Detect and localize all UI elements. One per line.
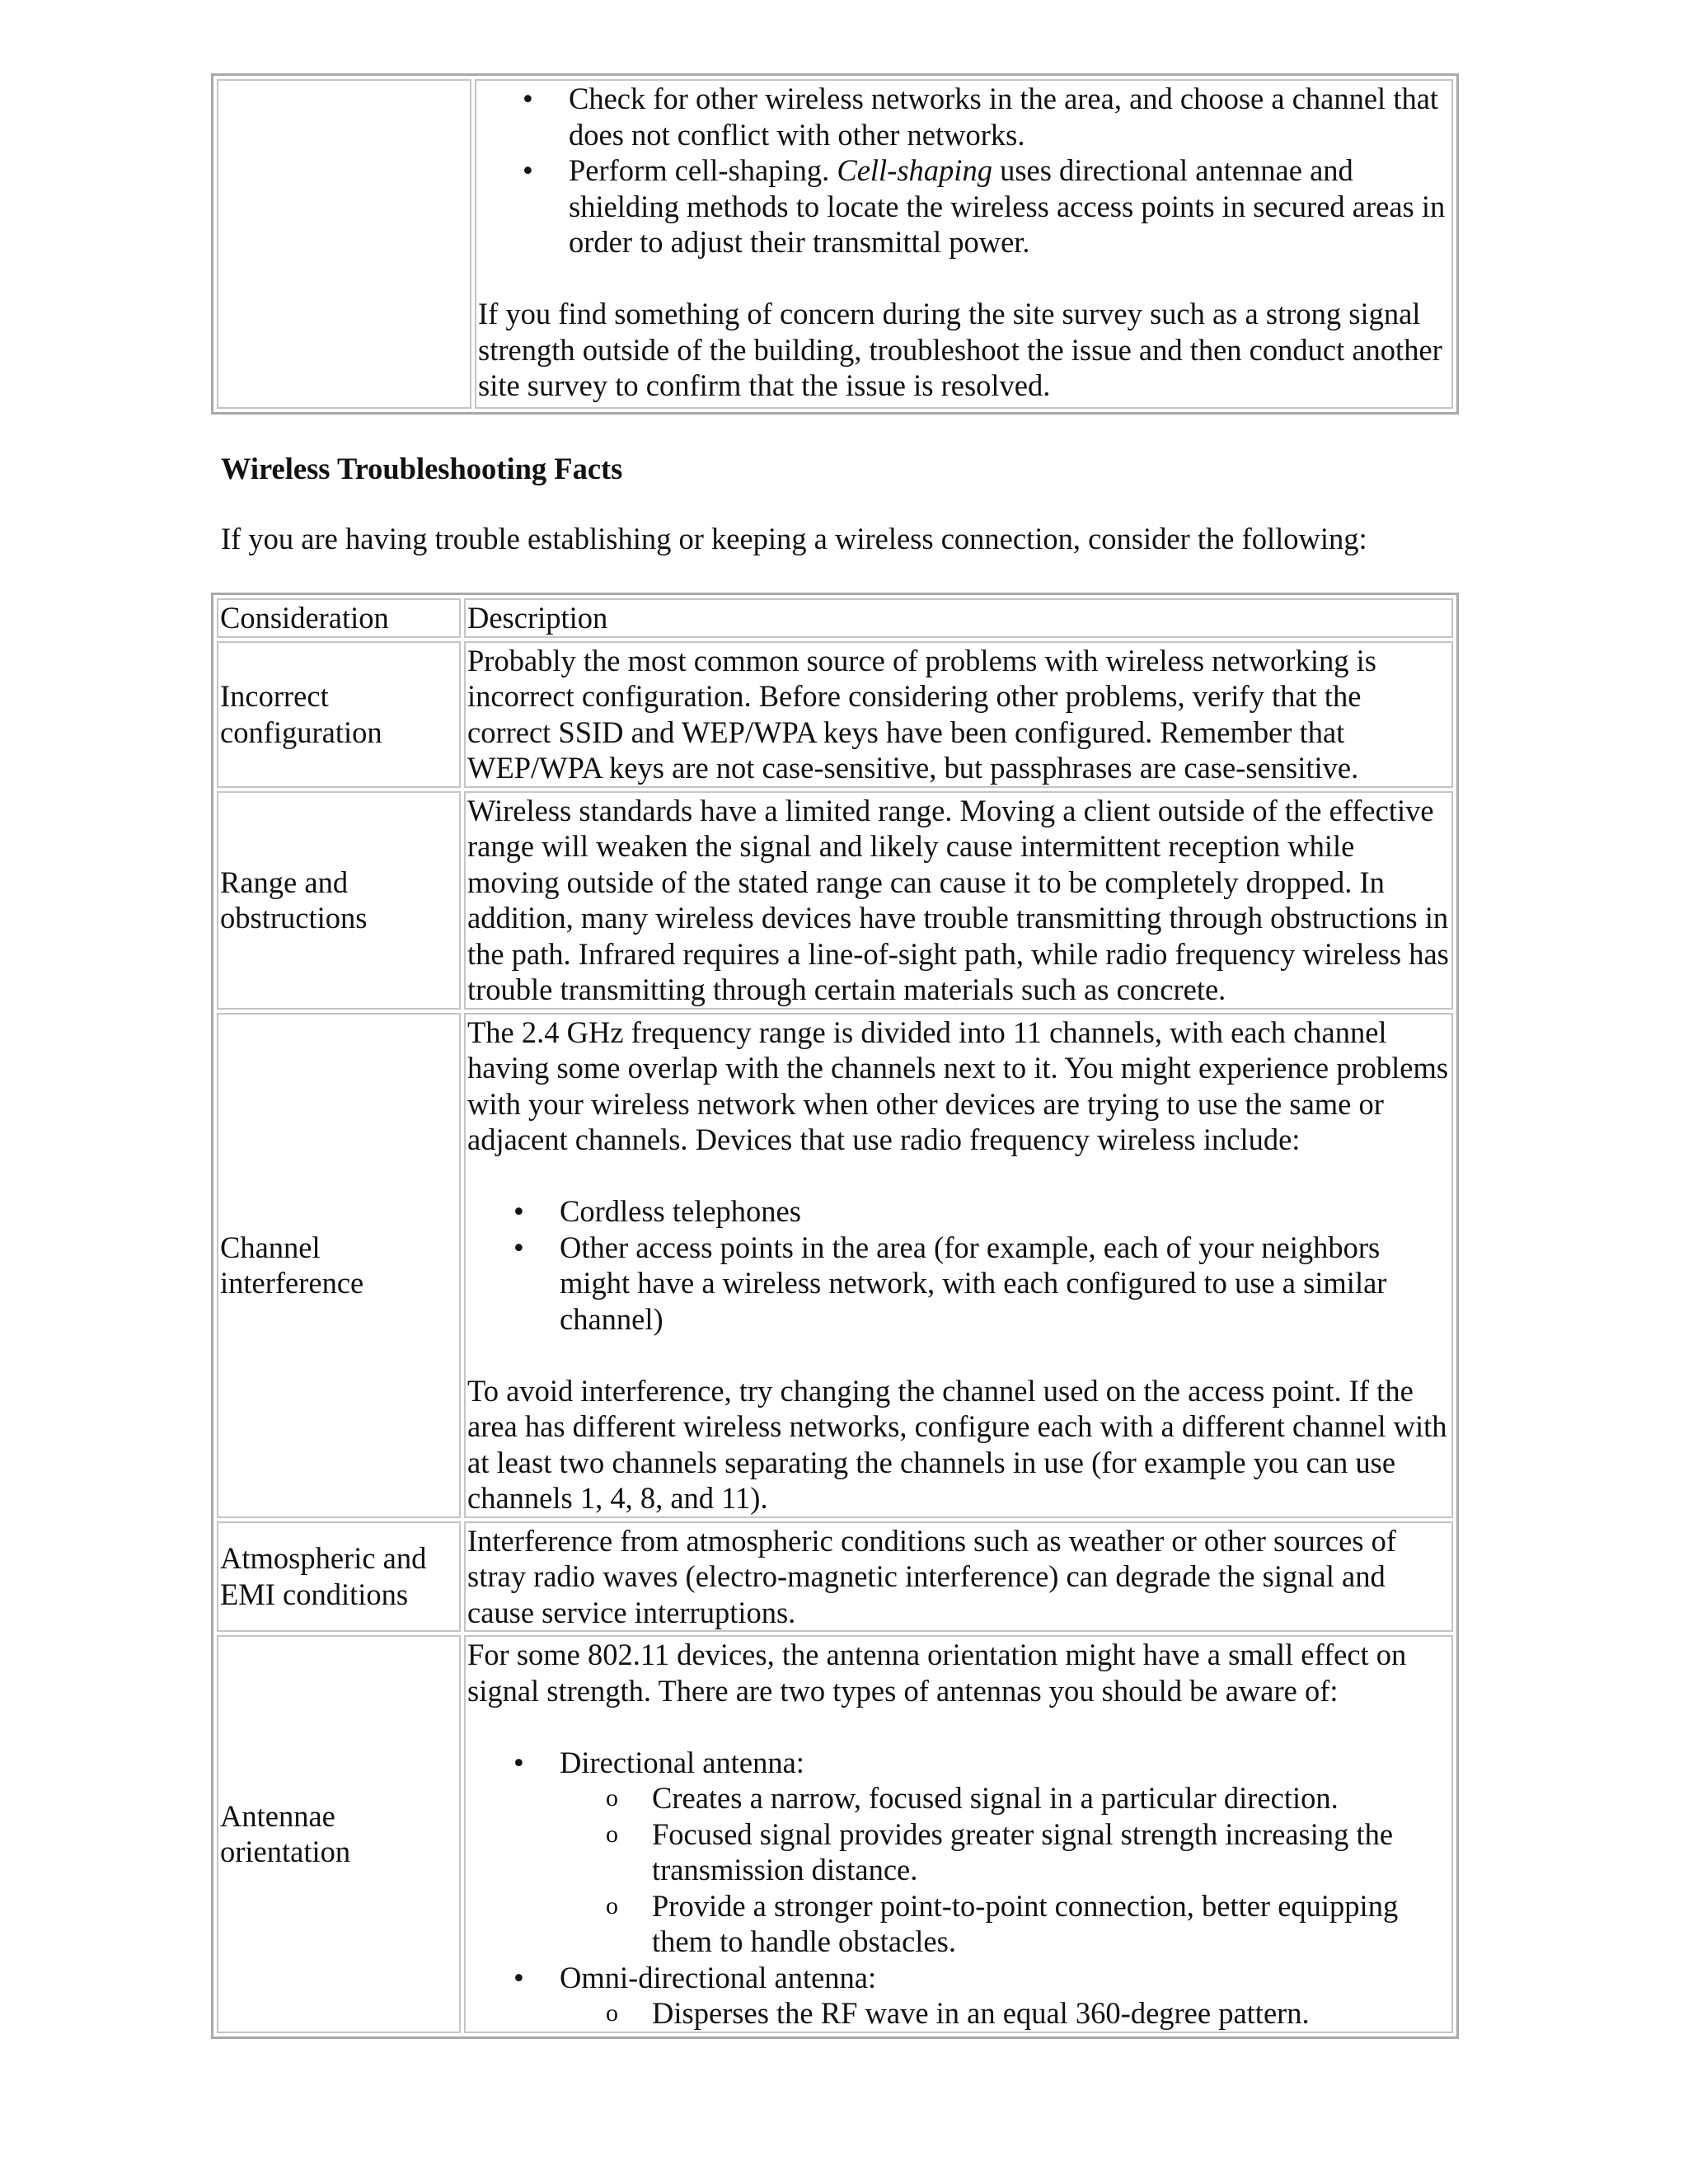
consideration-cell: Incorrect configuration [217,641,461,788]
consideration-cell: Channel interference [217,1013,461,1518]
empty-cell [217,79,471,409]
table-row [217,1635,1453,2033]
description-cell [464,1013,1453,1518]
description-intro: The 2.4 GHz frequency range is divided into 11 channels, with each channel having some overlap with the channels next to it. You might experience problems with your wireless network when other devices are trying to use the same or adjacent channels. Devices that use radio frequency wireless include: [467,1015,1449,1156]
list-item: • Cordless telephones [560,1193,1450,1230]
table-header-row [217,598,1453,638]
table-row [217,79,1453,409]
antenna-bullet-list [467,1745,1450,2032]
description-cell: Wireless standards have a limited range. Moving a client outside of the effective range will weaken the signal and likely cause intermittent reception while moving outside of the stated range can cause it to be completely dropped. In addition, many wireless devices have trouble transmitting through obstructions in the path. Infrared requires a line-of-sight path, while radio frequency wireless has trouble transmitting through certain materials such as concrete. [464,791,1453,1010]
list-item: • Other access points in the area (for example, each of your neighbors might have a wireless network, with each configured to use a similar channel) [560,1230,1450,1338]
consideration-cell: Range and obstructions [217,791,461,1010]
description-cell: Probably the most common source of problems with wireless networking is incorrect configuration. Before considering other problems, verify that the correct SSID and WEP/WPA keys have been configured. Remember that WEP/WPA keys are not case-sensitive, but passphrases are case-sensitive. [464,641,1453,788]
section-heading: Wireless Troubleshooting Facts [221,452,623,485]
description-cell [464,1635,1453,2033]
description-outro: To avoid interference, try changing the channel used on the access point. If the area has different wireless networks, configure each with a different channel with at least two channels separating the channels in use (for example you can use channels 1, 4, 8, and 11). [467,1373,1447,1515]
site-survey-bullet-list [478,81,1450,260]
list-item [569,152,1450,260]
device-bullet-list [467,1193,1450,1337]
troubleshooting-table [211,593,1459,2039]
list-item-text-suffix: uses directional antennae and shielding methods to locate the wireless access points in secured areas in order to adjust their transmittal power. [569,153,1446,259]
column-header-description: Description [464,598,1453,638]
list-item-label: Omni-directional antenna: [560,1960,877,1994]
column-header-consideration: Consideration [217,598,461,638]
description-intro: For some 802.11 devices, the antenna orientation might have a small effect on signal strength. There are two types of antennas you should be aware of: [467,1638,1407,1708]
list-item [569,81,1450,152]
table-row [217,641,1453,788]
sub-list-item: o Disperses the RF wave in an equal 360-degree pattern. [652,1995,1450,2032]
table-row [217,1013,1453,1518]
table-row [217,1521,1453,1633]
sub-list-item: o Creates a narrow, focused signal in a particular direction. [652,1780,1450,1816]
description-cell: Interference from atmospheric conditions such as weather or other sources of stray radio waves (electro-magnetic interference) can degrade the signal and cause service interruptions. [464,1521,1453,1633]
table-row [217,791,1453,1010]
consideration-cell: Atmospheric and EMI conditions [217,1521,461,1633]
site-survey-paragraph: If you find something of concern during the site survey such as a strong signal strength outside of the building, troubleshoot the issue and then conduct another site survey to confirm that the issue is resolved. [478,297,1442,402]
list-item-label: Directional antenna: [560,1745,804,1779]
list-item-text: Check for other wireless networks in the area, and choose a channel that does not conflict with other networks. [569,82,1439,152]
list-item [560,1745,1450,1960]
section-intro: If you are having trouble establishing or keeping a wireless connection, consider the following: [221,522,1367,555]
site-survey-table [211,73,1459,415]
sub-list [560,1780,1450,1960]
list-item [560,1960,1450,2032]
list-item-italic-term: Cell-shaping [837,153,992,187]
sub-list-item: o Provide a stronger point-to-point connection, better equipping them to handle obstacles. [652,1888,1450,1960]
sub-list-item: o Focused signal provides greater signal strength increasing the transmission distance. [652,1816,1450,1888]
sub-list [560,1995,1450,2032]
site-survey-description-cell [475,79,1453,409]
list-item-text-prefix: Perform cell-shaping. [569,153,837,187]
consideration-cell: Antennae orientation [217,1635,461,2033]
